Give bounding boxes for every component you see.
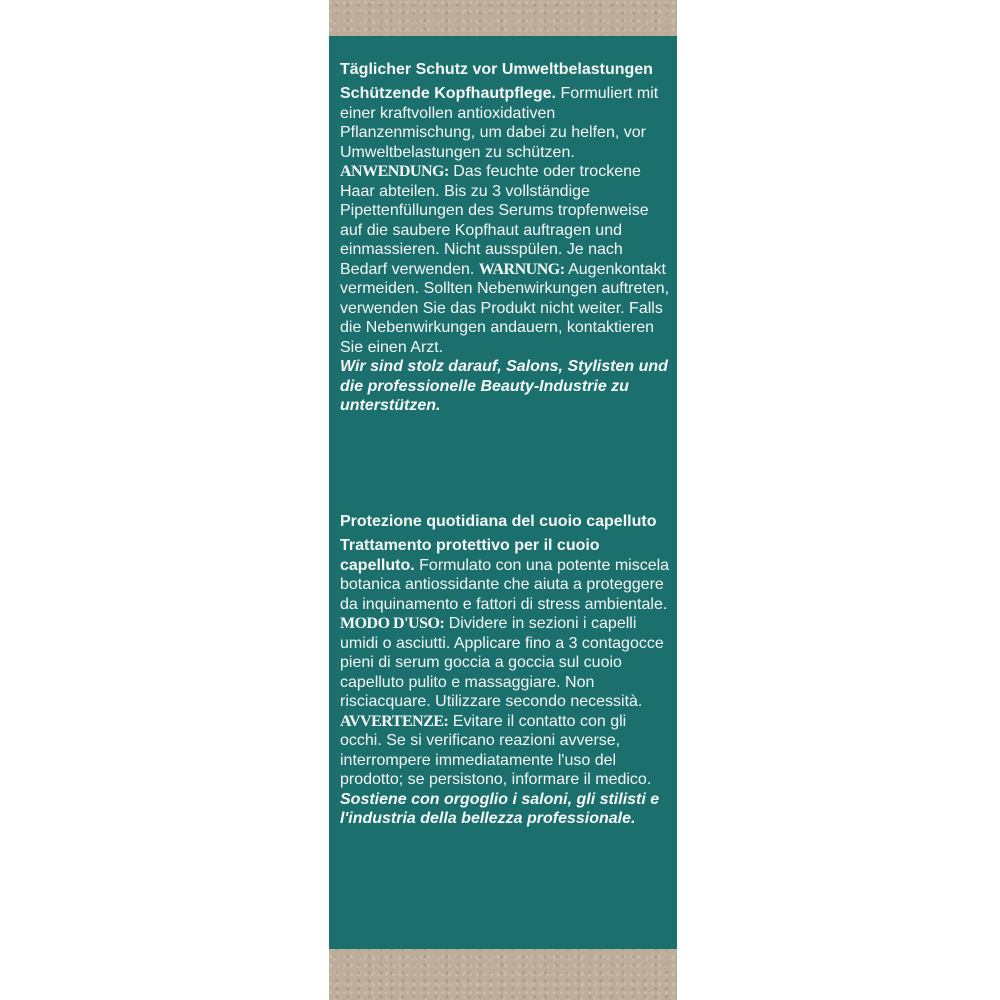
- german-usage-label: ANWENDUNG:: [340, 163, 449, 180]
- german-warning-text: Augenkontakt vermeiden. Sollten Nebenwirkungen auftreten, verwenden Sie das Produkt nicht weiter. Falls die Nebenwirkungen andauern, kontaktieren Sie einen Arzt.: [340, 260, 670, 356]
- italian-slogan: Sostiene con orgoglio i saloni, gli stilisti e l'industria della bellezza professionale.: [340, 790, 660, 827]
- italian-description: Formulato con una potente miscela botanica antiossidante che aiuta a proteggere da inquinamento e fattori di stress ambientale.: [340, 556, 670, 613]
- italian-heading: Protezione quotidiana del cuoio capelluto: [340, 513, 657, 530]
- german-body: [340, 84, 670, 357]
- italian-warning-label: AVVERTENZE:: [340, 712, 449, 730]
- italian-subtitle: Trattamento protettivo per il cuoio capelluto.: [340, 537, 600, 574]
- italian-warning-text: Evitare il contatto con gli occhi. Se si verificano reazioni avverse, interrompere immediatamente l'uso del prodotto; se persistono, informare il medico.: [340, 712, 652, 788]
- german-description: Formuliert mit einer kraftvollen antioxidativen Pflanzenmischung, um dabei zu helfen, vor Umweltbelastungen zu schützen.: [340, 85, 659, 161]
- german-heading: Täglicher Schutz vor Umweltbelastungen: [340, 61, 653, 78]
- italian-usage-text: Dividere in sezioni i capelli umidi o asciutti. Applicare fino a 3 contagocce pieni di serum goccia a goccia sul cuoio capelluto pulito e massaggiare. Non risciacquare. Utilizzare secondo necessità.: [340, 615, 664, 710]
- german-subtitle: Schützende Kopfhautpflege.: [340, 85, 556, 102]
- german-usage-text: Das feuchte oder trockene Haar abteilen. Bis zu 3 vollständige Pipettenfüllungen des Serums tropfenweise auf die saubere Kopfhaut auftragen und einmassieren. Nicht ausspülen. Je nach Bedarf verwenden.: [340, 163, 649, 278]
- italian-body: [340, 536, 670, 790]
- german-section: [340, 60, 670, 416]
- italian-section: [340, 512, 670, 829]
- italian-usage-label: MODO D'USO:: [340, 615, 445, 632]
- german-slogan: Wir sind stolz darauf, Salons, Stylisten und die professionelle Beauty-Industrie zu unterstützen.: [340, 358, 668, 414]
- german-warning-label: WARNUNG:: [478, 260, 565, 278]
